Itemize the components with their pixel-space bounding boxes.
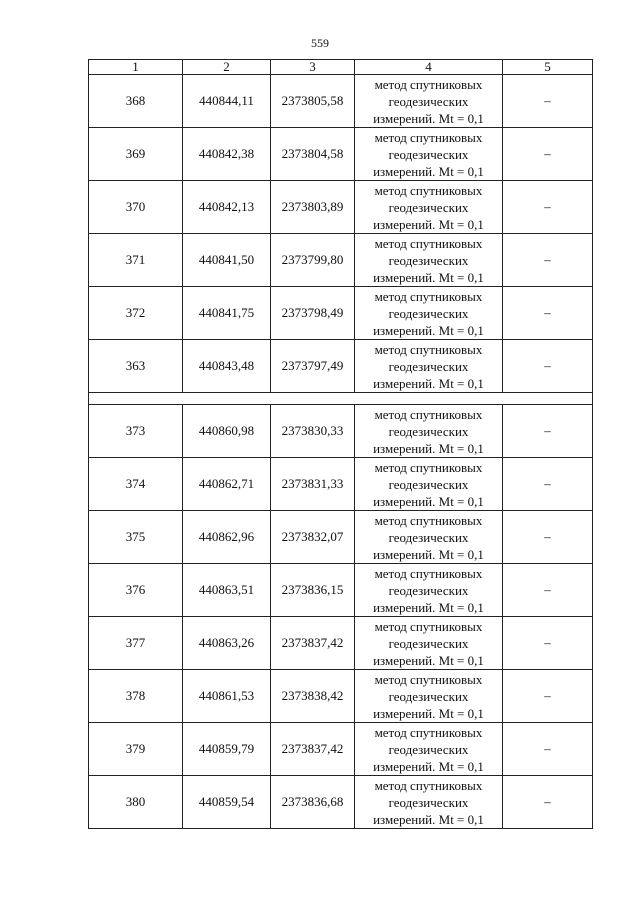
dash-cell: – xyxy=(503,181,593,234)
method-line: метод спутниковых xyxy=(374,724,483,740)
dash-cell: – xyxy=(503,670,593,723)
method-line: геодезических xyxy=(388,358,469,374)
method-line: геодезических xyxy=(388,635,469,651)
method-cell xyxy=(355,234,503,287)
method-line: измерений. Mt = 0,1 xyxy=(373,493,484,509)
method-line: метод спутниковых xyxy=(374,182,483,198)
method-line: геодезических xyxy=(388,146,469,162)
method-cell xyxy=(355,405,503,458)
method-line: геодезических xyxy=(388,582,469,598)
separator-row xyxy=(89,393,593,405)
method-cell xyxy=(355,128,503,181)
point-number-cell: 371 xyxy=(89,234,183,287)
method-line: метод спутниковых xyxy=(374,341,483,357)
y-coordinate-cell: 2373797,49 xyxy=(271,340,355,393)
dash-cell: – xyxy=(503,340,593,393)
x-coordinate-cell: 440859,54 xyxy=(183,776,271,829)
point-number-cell: 374 xyxy=(89,458,183,511)
x-coordinate-cell: 440862,71 xyxy=(183,458,271,511)
method-cell xyxy=(355,511,503,564)
x-coordinate-cell: 440859,79 xyxy=(183,723,271,776)
y-coordinate-cell: 2373799,80 xyxy=(271,234,355,287)
y-coordinate-cell: 2373838,42 xyxy=(271,670,355,723)
table-row xyxy=(89,670,593,723)
method-line: геодезических xyxy=(388,794,469,810)
dash-cell: – xyxy=(503,128,593,181)
method-line: геодезических xyxy=(388,199,469,215)
method-cell xyxy=(355,458,503,511)
method-line: измерений. Mt = 0,1 xyxy=(373,758,484,774)
y-coordinate-cell: 2373832,07 xyxy=(271,511,355,564)
dash-cell: – xyxy=(503,723,593,776)
point-number-cell: 373 xyxy=(89,405,183,458)
dash-cell: – xyxy=(503,617,593,670)
method-line: измерений. Mt = 0,1 xyxy=(373,440,484,456)
table-row xyxy=(89,458,593,511)
method-cell xyxy=(355,670,503,723)
x-coordinate-cell: 440862,96 xyxy=(183,511,271,564)
header-row xyxy=(89,60,593,75)
table-row xyxy=(89,405,593,458)
method-line: геодезических xyxy=(388,252,469,268)
page-number: 559 xyxy=(311,36,329,50)
y-coordinate-cell: 2373803,89 xyxy=(271,181,355,234)
method-line: геодезических xyxy=(388,688,469,704)
column-header: 4 xyxy=(355,60,503,75)
y-coordinate-cell: 2373831,33 xyxy=(271,458,355,511)
x-coordinate-cell: 440863,51 xyxy=(183,564,271,617)
y-coordinate-cell: 2373836,68 xyxy=(271,776,355,829)
y-coordinate-cell: 2373837,42 xyxy=(271,723,355,776)
point-number-cell: 375 xyxy=(89,511,183,564)
method-cell xyxy=(355,287,503,340)
point-number-cell: 370 xyxy=(89,181,183,234)
method-line: измерений. Mt = 0,1 xyxy=(373,705,484,721)
column-header: 5 xyxy=(503,60,593,75)
dash-cell: – xyxy=(503,287,593,340)
table-row xyxy=(89,181,593,234)
point-number-cell: 376 xyxy=(89,564,183,617)
x-coordinate-cell: 440861,53 xyxy=(183,670,271,723)
y-coordinate-cell: 2373830,33 xyxy=(271,405,355,458)
method-line: измерений. Mt = 0,1 xyxy=(373,322,484,338)
method-line: геодезических xyxy=(388,529,469,545)
table-row xyxy=(89,617,593,670)
dash-cell: – xyxy=(503,75,593,128)
table-row xyxy=(89,564,593,617)
column-header: 3 xyxy=(271,60,355,75)
x-coordinate-cell: 440841,50 xyxy=(183,234,271,287)
point-number-cell: 378 xyxy=(89,670,183,723)
point-number-cell: 377 xyxy=(89,617,183,670)
method-line: измерений. Mt = 0,1 xyxy=(373,811,484,827)
y-coordinate-cell: 2373804,58 xyxy=(271,128,355,181)
x-coordinate-cell: 440860,98 xyxy=(183,405,271,458)
point-number-cell: 380 xyxy=(89,776,183,829)
method-line: измерений. Mt = 0,1 xyxy=(373,652,484,668)
table-row xyxy=(89,340,593,393)
method-line: геодезических xyxy=(388,305,469,321)
method-line: геодезических xyxy=(388,423,469,439)
table-row xyxy=(89,723,593,776)
point-number-cell: 369 xyxy=(89,128,183,181)
x-coordinate-cell: 440843,48 xyxy=(183,340,271,393)
point-number-cell: 363 xyxy=(89,340,183,393)
point-number-cell: 372 xyxy=(89,287,183,340)
y-coordinate-cell: 2373798,49 xyxy=(271,287,355,340)
point-number-cell: 379 xyxy=(89,723,183,776)
method-line: метод спутниковых xyxy=(374,459,483,475)
method-line: метод спутниковых xyxy=(374,235,483,251)
table-row xyxy=(89,128,593,181)
method-line: измерений. Mt = 0,1 xyxy=(373,599,484,615)
method-cell xyxy=(355,617,503,670)
method-line: метод спутниковых xyxy=(374,288,483,304)
dash-cell: – xyxy=(503,564,593,617)
method-cell xyxy=(355,564,503,617)
dash-cell: – xyxy=(503,776,593,829)
method-line: измерений. Mt = 0,1 xyxy=(373,110,484,126)
x-coordinate-cell: 440842,38 xyxy=(183,128,271,181)
method-line: метод спутниковых xyxy=(374,512,483,528)
y-coordinate-cell: 2373805,58 xyxy=(271,75,355,128)
y-coordinate-cell: 2373836,15 xyxy=(271,564,355,617)
method-line: геодезических xyxy=(388,476,469,492)
separator-cell xyxy=(89,393,593,405)
dash-cell: – xyxy=(503,458,593,511)
method-line: метод спутниковых xyxy=(374,565,483,581)
method-line: геодезических xyxy=(388,741,469,757)
method-cell xyxy=(355,340,503,393)
method-cell xyxy=(355,75,503,128)
method-line: метод спутниковых xyxy=(374,777,483,793)
method-cell xyxy=(355,181,503,234)
column-header: 2 xyxy=(183,60,271,75)
dash-cell: – xyxy=(503,511,593,564)
method-line: измерений. Mt = 0,1 xyxy=(373,546,484,562)
method-line: метод спутниковых xyxy=(374,618,483,634)
column-header: 1 xyxy=(89,60,183,75)
method-cell xyxy=(355,723,503,776)
method-line: метод спутниковых xyxy=(374,406,483,422)
table-row xyxy=(89,776,593,829)
table-row xyxy=(89,75,593,128)
x-coordinate-cell: 440863,26 xyxy=(183,617,271,670)
method-line: метод спутниковых xyxy=(374,76,483,92)
method-line: метод спутниковых xyxy=(374,129,483,145)
coordinates-table xyxy=(88,59,593,829)
method-line: измерений. Mt = 0,1 xyxy=(373,269,484,285)
dash-cell: – xyxy=(503,234,593,287)
table-body xyxy=(89,75,593,829)
x-coordinate-cell: 440842,13 xyxy=(183,181,271,234)
method-line: измерений. Mt = 0,1 xyxy=(373,375,484,391)
point-number-cell: 368 xyxy=(89,75,183,128)
y-coordinate-cell: 2373837,42 xyxy=(271,617,355,670)
method-line: измерений. Mt = 0,1 xyxy=(373,163,484,179)
x-coordinate-cell: 440844,11 xyxy=(183,75,271,128)
x-coordinate-cell: 440841,75 xyxy=(183,287,271,340)
method-line: геодезических xyxy=(388,93,469,109)
method-line: метод спутниковых xyxy=(374,671,483,687)
table-row xyxy=(89,287,593,340)
table-row xyxy=(89,511,593,564)
dash-cell: – xyxy=(503,405,593,458)
method-cell xyxy=(355,776,503,829)
table-row xyxy=(89,234,593,287)
method-line: измерений. Mt = 0,1 xyxy=(373,216,484,232)
